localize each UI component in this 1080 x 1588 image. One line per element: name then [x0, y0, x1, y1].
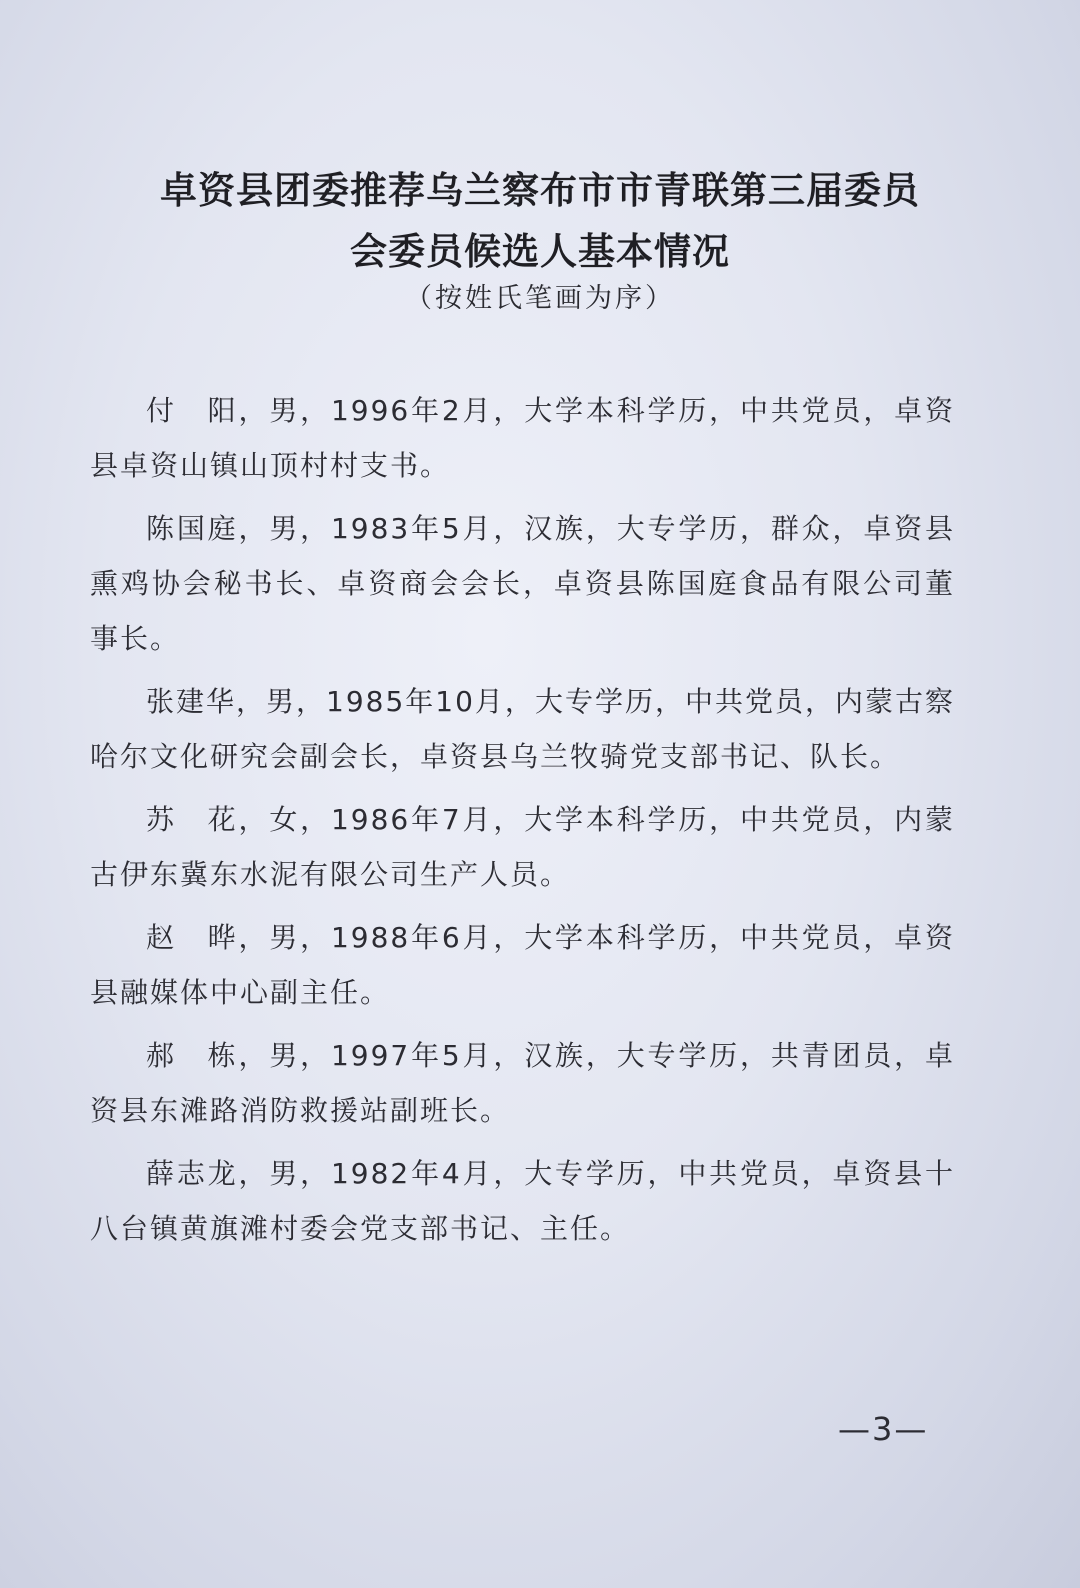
candidate-entry: 陈国庭，男，1983年5月，汉族，大专学历，群众，卓资县熏鸡协会秘书长、卓资商会会长，卓资县陈国庭食品有限公司董事长。 — [90, 512, 955, 655]
candidate-entry: 张建华，男，1985年10月，大专学历，中共党员，内蒙古察哈尔文化研究会副会长，卓资县乌兰牧骑党支部书记、队长。 — [90, 685, 955, 773]
candidate-list — [90, 383, 955, 1264]
candidate-entry: 薛志龙，男，1982年4月，大专学历，中共党员，卓资县十八台镇黄旗滩村委会党支部书记、主任。 — [90, 1157, 955, 1245]
document-subtitle: （按姓氏笔画为序） — [405, 283, 675, 314]
document-title-line-1: 卓资县团委推荐乌兰察布市市青联第三届委员 — [160, 168, 920, 212]
candidate-entry: 赵 晔，男，1988年6月，大学本科学历，中共党员，卓资县融媒体中心副主任。 — [90, 921, 955, 1009]
candidate-entry: 郝 栋，男，1997年5月，汉族，大专学历，共青团员，卓资县东滩路消防救援站副班长。 — [90, 1039, 955, 1127]
page-number: —3— — [838, 1410, 929, 1448]
document-title-line-2: 会委员候选人基本情况 — [350, 229, 730, 273]
candidate-entry: 付 阳，男，1996年2月，大学本科学历，中共党员，卓资县卓资山镇山顶村村支书。 — [90, 394, 955, 482]
candidate-entry: 苏 花，女，1986年7月，大学本科学历，中共党员，内蒙古伊东冀东水泥有限公司生产人员。 — [90, 803, 955, 891]
